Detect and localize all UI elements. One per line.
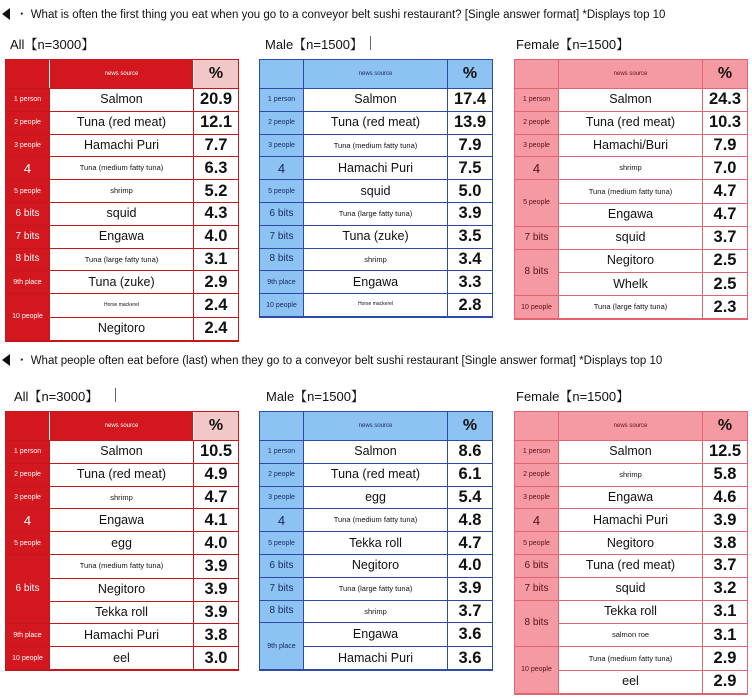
female-label: Female【n=1500】 [516,389,630,404]
table-row: Negitoro 2.5 [558,250,747,273]
table-header [6,412,238,441]
triangle-marker-icon [2,8,10,20]
question-1-text: ・ What is often the first thing you eat when you go to a conveyor belt sushi restaurant? [Single answer format] *Displays top 10 [16,9,666,21]
table-row: 2 people Tuna (red meat) 12.1 [6,112,238,135]
header-source: news source [303,412,448,440]
header-source: news source [49,60,194,88]
table-row: 7 bits squid 3.2 [515,578,747,601]
table-row: 10 people Horse mackerel 2.8 [260,294,492,317]
table-row: 6 bits Negitoro 4.0 [260,555,492,578]
table-row: 7 bits Engawa 4.0 [6,226,238,249]
table-row: 5 people Negitoro 3.8 [515,532,747,555]
header-percent: % [448,412,492,440]
table-header [260,60,492,89]
q2-female-table [514,411,748,695]
table-row: 1 person Salmon 20.9 [6,89,238,112]
table-group: 8 bits Tekka roll 3.1 salmon roe 3.1 [515,601,747,648]
table-row: 3 people Hamachi Puri 7.7 [6,135,238,158]
table-row: 4 Tuna (medium fatty tuna) 4.8 [260,509,492,532]
table-row: 2 people Tuna (red meat) 4.9 [6,464,238,487]
table-row: 8 bits Tuna (large fatty tuna) 3.1 [6,249,238,272]
table-row: 2 people Tuna (red meat) 13.9 [260,112,492,135]
table-row: 5 people squid 5.0 [260,180,492,203]
table-row: Tekka roll 3.1 [558,601,747,624]
triangle-marker-icon [2,354,10,366]
table-row: 1 person Salmon 8.6 [260,441,492,464]
table-row: 1 person Salmon 12.5 [515,441,747,464]
table-row: 9th place Hamachi Puri 3.8 [6,624,238,647]
q1-female-table [514,59,748,320]
all-label: All【n=3000】 [10,37,95,52]
table-row: 5 people egg 4.0 [6,532,238,555]
table-row: Tekka roll 3.9 [49,601,238,624]
table-row: 1 person Salmon 24.3 [515,89,747,112]
table-row: Negitoro 3.9 [49,578,238,601]
header-percent: % [194,60,238,88]
q1-all-table [5,59,239,342]
table-header [260,412,492,441]
table-row: 3 people Tuna (medium fatty tuna) 7.9 [260,135,492,158]
table-group: 9th place Engawa 3.6 Hamachi Puri 3.6 [260,623,492,670]
table-header [515,60,747,89]
table-row: 7 bits Tuna (large fatty tuna) 3.9 [260,578,492,601]
table-row: Engawa 3.6 [303,623,492,646]
table-row: 6 bits Tuna (red meat) 3.7 [515,555,747,578]
table-row: 6 bits Tuna (large fatty tuna) 3.9 [260,203,492,226]
table-row: 3 people Hamachi/Buri 7.9 [515,135,747,158]
q2-all-table [5,411,239,671]
header-source: news source [303,60,448,88]
table-header [6,60,238,89]
table-row: 4 Engawa 4.1 [6,509,238,532]
table-group: 10 people Tuna (medium fatty tuna) 2.9 eel 2.9 [515,647,747,694]
q1-male-table [259,59,493,318]
table-row: 7 bits Tuna (zuke) 3.5 [260,226,492,249]
text-cursor [370,36,371,50]
table-row: 3 people Engawa 4.6 [515,487,747,510]
text-cursor [115,388,116,402]
table-row: 9th place Tuna (zuke) 2.9 [6,271,238,294]
header-source: news source [558,60,703,88]
male-label: Male【n=1500】 [266,389,364,404]
question-2 [0,350,752,370]
male-label: Male【n=1500】 [265,37,363,52]
table-row: 8 bits shrimp 3.7 [260,601,492,624]
table-row: 5 people Tekka roll 4.7 [260,532,492,555]
table-row: Tuna (medium fatty tuna) 2.9 [558,647,747,670]
header-percent: % [703,412,747,440]
table-row: Negitoro 2.4 [49,317,238,340]
table-row: 3 people egg 5.4 [260,487,492,510]
table-group: 8 bits Negitoro 2.5 Whelk 2.5 [515,250,747,297]
table-group: 10 people Horse mackerel 2.4 Negitoro 2.4 [6,294,238,341]
all-label: All【n=3000】 [14,389,99,404]
table-row: 8 bits shrimp 3.4 [260,249,492,272]
table-row: Tuna (medium fatty tuna) 3.9 [49,555,238,578]
table-group: 6 bits Tuna (medium fatty tuna) 3.9 Negitoro 3.9 Tekka roll 3.9 [6,555,238,624]
table-row: 2 people Tuna (red meat) 10.3 [515,112,747,135]
table-row: 7 bits squid 3.7 [515,227,747,250]
question-2-text: ・ What people often eat before (last) when they go to a conveyor belt sushi restaurant [Single answer format] *Displays top 10 [16,355,663,367]
table-row: 1 person Salmon 17.4 [260,89,492,112]
header-percent: % [194,412,238,440]
female-label: Female【n=1500】 [516,37,630,52]
header-source: news source [49,412,194,440]
table-row: Hamachi Puri 3.6 [303,646,492,669]
header-source: news source [558,412,703,440]
table-row: 4 Hamachi Puri 3.9 [515,509,747,532]
table-row: 6 bits squid 4.3 [6,203,238,226]
table-row: 4 shrimp 7.0 [515,157,747,180]
q2-male-table [259,411,493,671]
table-row: Tuna (medium fatty tuna) 4.7 [558,180,747,203]
table-row: 10 people Tuna (large fatty tuna) 2.3 [515,296,747,319]
table-row: 4 Hamachi Puri 7.5 [260,157,492,180]
table-row: 4 Tuna (medium fatty tuna) 6.3 [6,157,238,180]
table-row: Whelk 2.5 [558,272,747,295]
table-row: Engawa 4.7 [558,203,747,226]
table-row: salmon roe 3.1 [558,623,747,646]
table-group: 5 people Tuna (medium fatty tuna) 4.7 Engawa 4.7 [515,180,747,227]
table-header [515,412,747,441]
table-row: 1 person Salmon 10.5 [6,441,238,464]
header-percent: % [703,60,747,88]
question-1 [0,4,752,24]
table-row: 2 people shrimp 5.8 [515,464,747,487]
table-row: Horse mackerel 2.4 [49,294,238,317]
table-row: eel 2.9 [558,670,747,693]
header-percent: % [448,60,492,88]
table-row: 2 people Tuna (red meat) 6.1 [260,464,492,487]
table-row: 10 people eel 3.0 [6,647,238,670]
table-row: 3 people shrimp 4.7 [6,487,238,510]
table-row: 5 people shrimp 5.2 [6,180,238,203]
table-row: 9th place Engawa 3.3 [260,271,492,294]
